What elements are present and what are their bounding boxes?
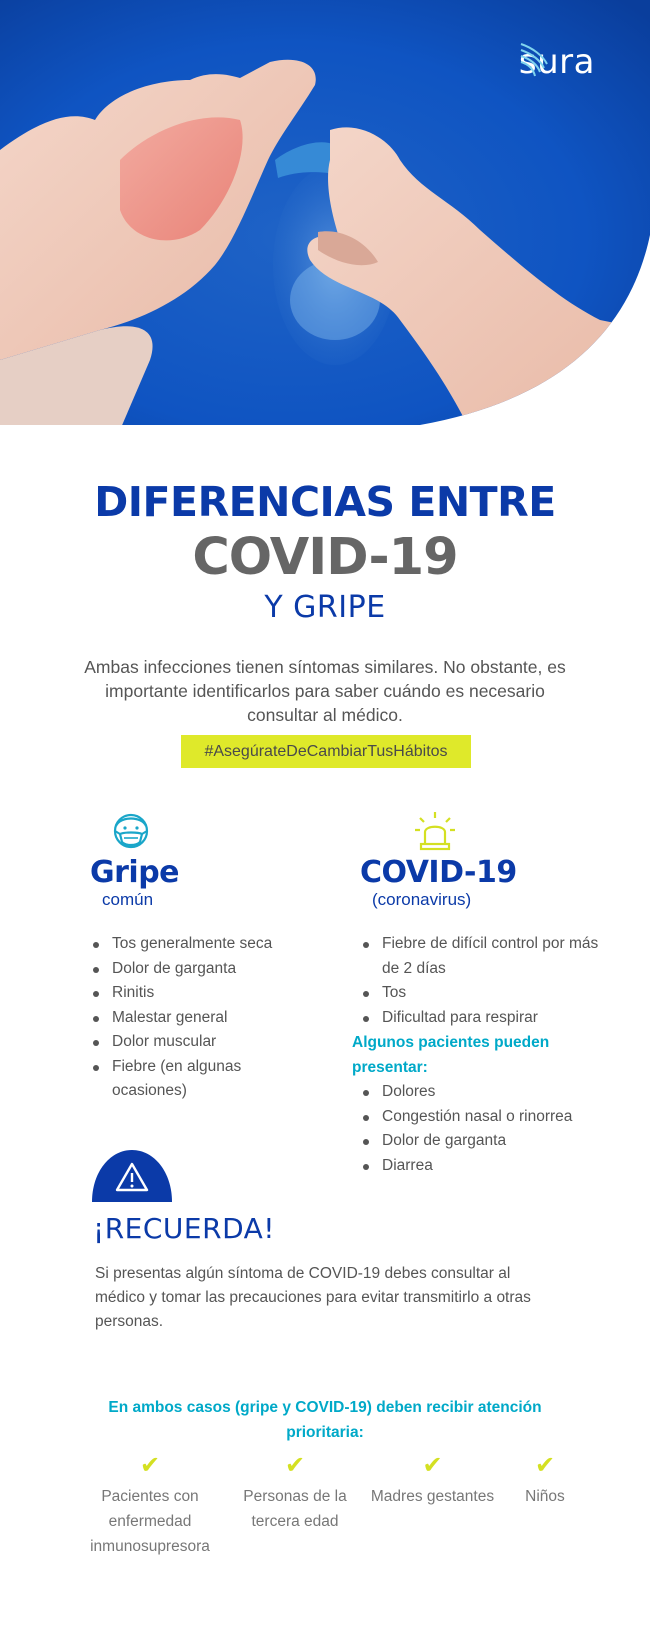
gripe-column <box>90 810 320 1104</box>
warning-icon <box>92 1150 172 1202</box>
title-line-3: Y GRIPE <box>264 590 386 625</box>
hero-image <box>0 0 650 430</box>
list-item: Tos generalmente seca <box>90 932 320 957</box>
list-item: Fiebre (en algunas ocasiones) <box>90 1055 320 1104</box>
covid-others-list <box>360 1080 610 1178</box>
priority-group <box>80 1452 220 1559</box>
check-icon: ✔ <box>284 1452 306 1479</box>
check-icon: ✔ <box>534 1452 556 1479</box>
hashtag-badge: #AsegúrateDeCambiarTusHábitos <box>181 735 471 768</box>
list-item: Diarrea <box>360 1154 610 1179</box>
title-line-1: DIFERENCIAS ENTRE <box>94 478 556 526</box>
list-item: Fiebre de difícil control por más de 2 días <box>360 932 610 981</box>
reminder-text: Si presentas algún síntoma de COVID-19 debes consultar al médico y tomar las precauciones para evitar transmitirlo a otras personas. <box>95 1265 531 1330</box>
list-item: Dolores <box>360 1080 610 1105</box>
covid-column <box>352 810 610 1178</box>
alarm-light-icon <box>412 810 458 852</box>
priority-group <box>225 1452 365 1534</box>
gripe-symptom-list <box>90 932 320 1104</box>
gripe-subtitle: común <box>102 890 154 909</box>
covid-title: COVID-19 <box>360 855 517 890</box>
brand-logo <box>519 42 595 82</box>
priority-group <box>505 1452 585 1509</box>
title-line-2: COVID-19 <box>192 528 458 587</box>
list-item: Dolor de garganta <box>90 957 320 982</box>
covid-subtitle: (coronavirus) <box>372 890 472 909</box>
priority-group-label: Personas de la tercera edad <box>243 1488 347 1530</box>
reminder-title: ¡RECUERDA! <box>93 1212 276 1245</box>
covid-others-heading: Algunos pacientes pueden presentar: <box>352 1034 550 1076</box>
priority-group-label: Madres gestantes <box>370 1488 495 1505</box>
gripe-title: Gripe <box>90 855 180 890</box>
priority-group-label: Niños <box>525 1488 565 1505</box>
check-icon: ✔ <box>422 1452 443 1479</box>
covid-symptom-list <box>360 932 610 1030</box>
list-item: Dolor muscular <box>90 1030 320 1055</box>
priority-heading: En ambos casos (gripe y COVID-19) deben recibir atención prioritaria: <box>108 1399 542 1441</box>
list-item: Dificultad para respirar <box>360 1006 610 1031</box>
face-mask-icon <box>108 810 154 852</box>
priority-group-label: Pacientes con enfermedad inmunosupresora <box>90 1488 210 1555</box>
list-item: Malestar general <box>90 1006 320 1031</box>
sura-wing-icon <box>519 42 549 82</box>
list-item: Rinitis <box>90 981 320 1006</box>
list-item: Congestión nasal o rinorrea <box>360 1105 610 1130</box>
list-item: Tos <box>360 981 610 1006</box>
intro-paragraph: Ambas infecciones tienen síntomas similares. No obstante, es importante identificarlos para saber cuándo es necesario consultar al médico. <box>84 657 566 725</box>
list-item: Dolor de garganta <box>360 1129 610 1154</box>
logo-text: sura <box>518 42 595 82</box>
check-icon: ✔ <box>139 1452 161 1479</box>
priority-group <box>370 1452 495 1509</box>
